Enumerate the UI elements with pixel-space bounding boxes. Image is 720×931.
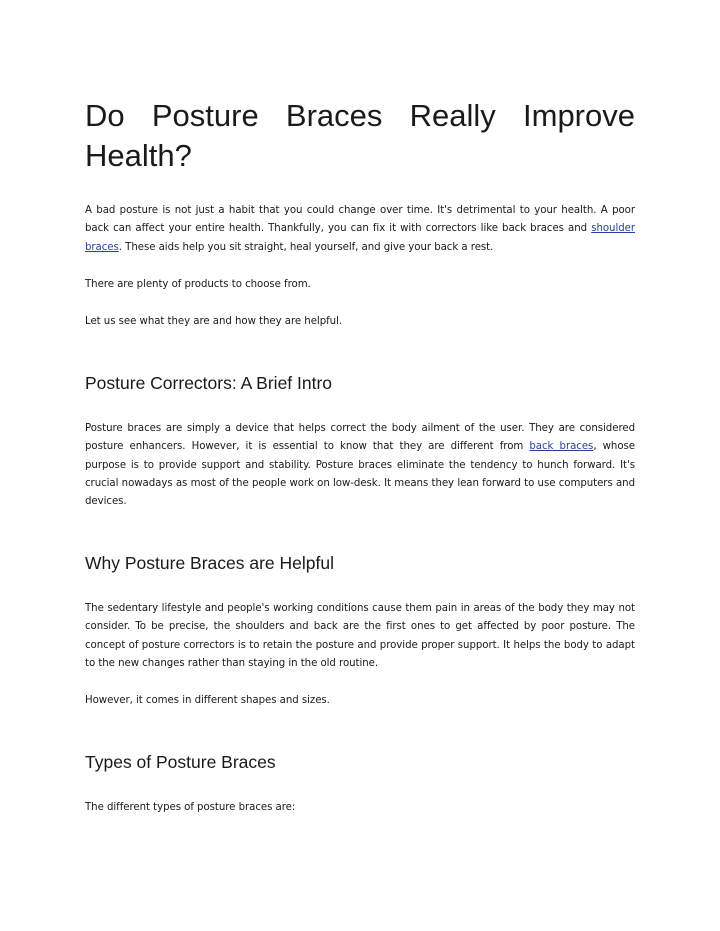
intro-paragraph-1 — [85, 202, 635, 257]
page-title: Do Posture Braces Really Improve Health? — [85, 98, 635, 173]
section1-paragraph-1 — [85, 420, 635, 511]
intro-paragraph-1-text-end: . These aids help you sit straight, heal yourself, and give your back a rest. — [118, 241, 494, 253]
section3-paragraph-1: The different types of posture braces are: — [85, 802, 296, 813]
section2-paragraph-2: However, it comes in different shapes and sizes. — [85, 695, 330, 706]
section-heading-types: Types of Posture Braces — [85, 752, 276, 772]
section-heading-why-helpful: Why Posture Braces are Helpful — [85, 553, 334, 573]
section-heading-posture-correctors: Posture Correctors: A Brief Intro — [85, 373, 333, 393]
section1-paragraph-1-text-start: Posture braces are simply a device that helps correct the body ailment of the user. They are considered posture enhancers. However, it is essential to know that they are different from — [85, 423, 635, 453]
shoulder-braces-link[interactable]: shoulder braces — [85, 223, 635, 253]
intro-paragraph-2: There are plenty of products to choose from. — [85, 279, 311, 290]
intro-paragraph-1-text-start: A bad posture is not just a habit that you could change over time. It's detrimental to your health. A poor back can affect your entire health. Thankfully, you can fix it with correctors like back braces and — [85, 205, 635, 235]
intro-paragraph-3: Let us see what they are and how they are helpful. — [85, 316, 343, 327]
section2-paragraph-1: The sedentary lifestyle and people's working conditions cause them pain in areas of the body they may not consider. To be precise, the shoulders and back are the first ones to get affected by poor posture. The concept of posture correctors is to retain the posture and provide proper support. It helps the body to adapt to the new changes rather than staying in the old routine. — [85, 603, 635, 669]
back-braces-link[interactable]: back braces — [529, 441, 594, 453]
section1-paragraph-1-text-end: , whose purpose is to provide support and stability. Posture braces eliminate the tendency to hunch forward. It's crucial nowadays as most of the people work on low-desk. It means they lean forward to use computers and devices. — [85, 441, 635, 508]
